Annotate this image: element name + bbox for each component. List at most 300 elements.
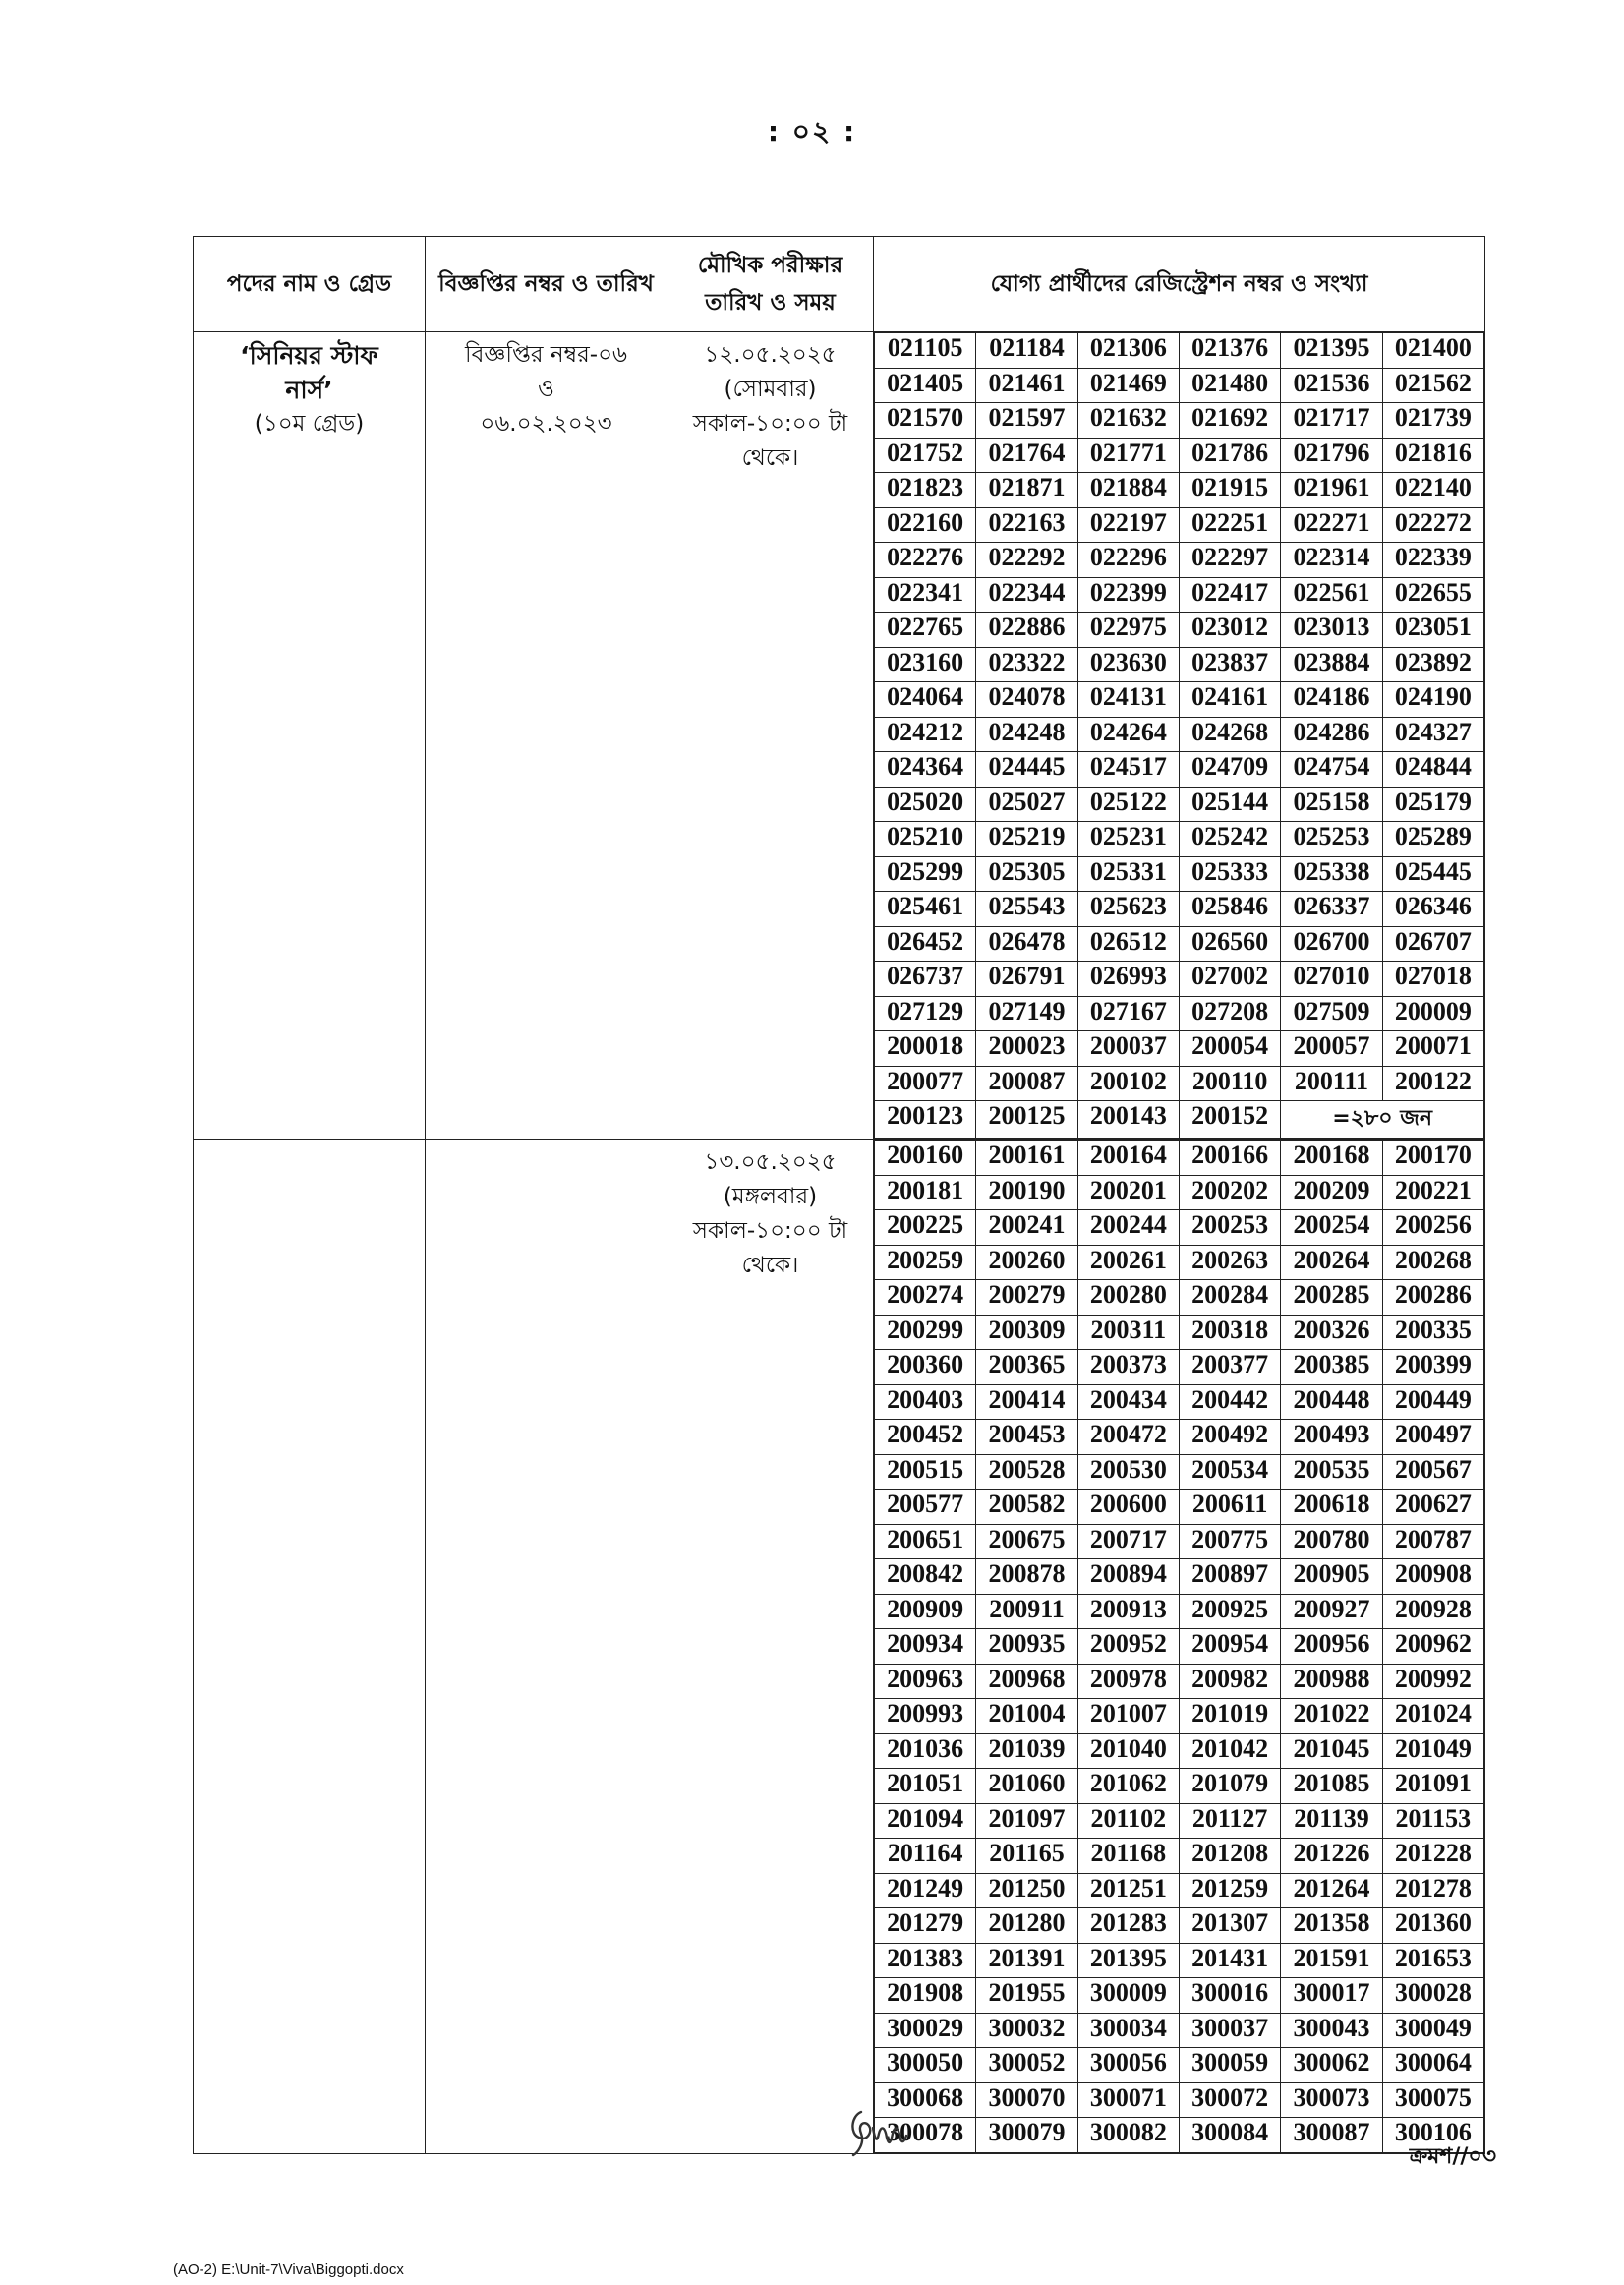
header-notice: বিজ্ঞপ্তির নম্বর ও তারিখ [426, 237, 667, 332]
registration-number: 201358 [1281, 1908, 1382, 1944]
table-row [875, 1664, 1484, 1699]
table-row [875, 1873, 1484, 1908]
registration-number: 300017 [1281, 1978, 1382, 2014]
registration-number: 023160 [875, 647, 976, 682]
registration-number: 200842 [875, 1559, 976, 1595]
registration-number: 201280 [976, 1908, 1077, 1944]
registration-number: 201226 [1281, 1839, 1382, 1874]
registration-number: 024364 [875, 752, 976, 788]
table-row [875, 1175, 1484, 1210]
file-path-footer: (AO-2) E:\Unit-7\Viva\Biggopti.docx [173, 2261, 404, 2278]
registration-number: 022765 [875, 613, 976, 648]
registration-number: 201168 [1077, 1839, 1179, 1874]
registration-number: 021816 [1382, 438, 1483, 473]
registration-number: 200399 [1382, 1350, 1483, 1385]
registration-number: 023012 [1179, 613, 1280, 648]
registration-number: 022417 [1179, 577, 1280, 613]
table-header-row [194, 237, 1485, 332]
registration-number: 026700 [1281, 926, 1382, 962]
registration-number: 024078 [976, 682, 1077, 718]
registration-number: 022272 [1382, 507, 1483, 543]
registration-number: 021771 [1077, 438, 1179, 473]
registration-number: 200515 [875, 1454, 976, 1490]
registration-number: 200209 [1281, 1175, 1382, 1210]
table-row [875, 822, 1484, 857]
registration-number: 201024 [1382, 1699, 1483, 1734]
registration-number: 026737 [875, 962, 976, 997]
registration-number: 200123 [875, 1101, 976, 1139]
header-post: পদের নাম ও গ্রেড [194, 237, 426, 332]
registration-number: 200057 [1281, 1031, 1382, 1067]
table-row [875, 1101, 1484, 1139]
registration-number: 021461 [976, 368, 1077, 403]
registration-number: 201039 [976, 1733, 1077, 1769]
registration-number: 200530 [1077, 1454, 1179, 1490]
registration-number: 200497 [1382, 1420, 1483, 1455]
registration-number: 200434 [1077, 1384, 1179, 1420]
registration-number: 200164 [1077, 1141, 1179, 1176]
registration-number: 200453 [976, 1420, 1077, 1455]
registration-number: 021376 [1179, 333, 1280, 369]
viva-date: ১৩.০৫.২০২৫ [704, 1149, 837, 1175]
viva-cell-2 [667, 1140, 874, 2154]
registration-number: 200244 [1077, 1210, 1179, 1246]
registration-number: 200077 [875, 1066, 976, 1101]
registration-number: 200993 [875, 1699, 976, 1734]
page-number: : ০২ : [767, 115, 857, 147]
registration-number: 200326 [1281, 1315, 1382, 1350]
registration-number: 200087 [976, 1066, 1077, 1101]
registration-number: 023322 [976, 647, 1077, 682]
registration-number: 021562 [1382, 368, 1483, 403]
registration-number: 200143 [1077, 1101, 1179, 1139]
table-row [875, 1066, 1484, 1101]
registration-number: 200286 [1382, 1280, 1483, 1316]
registration-number: 025333 [1179, 856, 1280, 892]
registration-number: 200009 [1382, 996, 1483, 1031]
registration-number: 026478 [976, 926, 1077, 962]
registration-number: 200181 [875, 1175, 976, 1210]
registration-number: 021752 [875, 438, 976, 473]
viva-day: (মঙ্গলবার) [723, 1184, 818, 1209]
registration-number: 201165 [976, 1839, 1077, 1874]
registration-number: 021597 [976, 403, 1077, 439]
registration-number: 201079 [1179, 1769, 1280, 1804]
registration-number: 200037 [1077, 1031, 1179, 1067]
registration-number: 026707 [1382, 926, 1483, 962]
registration-number: 022271 [1281, 507, 1382, 543]
registration-number: 021884 [1077, 473, 1179, 508]
registration-number: 200894 [1077, 1559, 1179, 1595]
registration-number: 026560 [1179, 926, 1280, 962]
registration-number: 300072 [1179, 2082, 1280, 2118]
registration-number: 200567 [1382, 1454, 1483, 1490]
registration-number: 200908 [1382, 1559, 1483, 1595]
registration-number: 201085 [1281, 1769, 1382, 1804]
registration-number: 300052 [976, 2048, 1077, 2083]
registration-number: 201208 [1179, 1839, 1280, 1874]
registration-number: 026993 [1077, 962, 1179, 997]
registration-number: 200202 [1179, 1175, 1280, 1210]
registration-number: 201051 [875, 1769, 976, 1804]
registration-number: 022160 [875, 507, 976, 543]
registration-number: 200627 [1382, 1490, 1483, 1525]
registration-number: 022561 [1281, 577, 1382, 613]
registration-grid [874, 332, 1484, 1139]
registration-number: 200651 [875, 1524, 976, 1559]
registration-number: 200373 [1077, 1350, 1179, 1385]
registration-number: 021739 [1382, 403, 1483, 439]
registration-number: 201094 [875, 1803, 976, 1839]
registration-number: 200018 [875, 1031, 976, 1067]
registration-number: 026346 [1382, 892, 1483, 927]
registration-number: 201591 [1281, 1943, 1382, 1978]
registration-number: 201259 [1179, 1873, 1280, 1908]
registration-number: 200377 [1179, 1350, 1280, 1385]
registration-number: 200403 [875, 1384, 976, 1420]
registration-number: 025020 [875, 787, 976, 822]
registration-number: 200492 [1179, 1420, 1280, 1455]
registration-number: 200449 [1382, 1384, 1483, 1420]
registration-number: 200528 [976, 1454, 1077, 1490]
registration-number: 300064 [1382, 2048, 1483, 2083]
registration-number: 022341 [875, 577, 976, 613]
registration-number: 200952 [1077, 1629, 1179, 1665]
registration-number: 200897 [1179, 1559, 1280, 1595]
registration-number: 300037 [1179, 2013, 1280, 2048]
registration-number: 021480 [1179, 368, 1280, 403]
viva-date: ১২.০৫.২০২৫ [704, 342, 837, 368]
registration-number: 022296 [1077, 543, 1179, 578]
registration-number: 201279 [875, 1908, 976, 1944]
table-row [875, 2118, 1484, 2153]
notice-number: বিজ্ঞপ্তির নম্বর-০৬ [465, 342, 627, 368]
registration-number: 027018 [1382, 962, 1483, 997]
registration-number: 025289 [1382, 822, 1483, 857]
registration-number: 021105 [875, 333, 976, 369]
continued-label: ক্রমশ//০৩ [1409, 2144, 1496, 2169]
registration-number: 021400 [1382, 333, 1483, 369]
registration-number: 024327 [1382, 717, 1483, 752]
registration-number: 021915 [1179, 473, 1280, 508]
registration-number: 021536 [1281, 368, 1382, 403]
table-row [875, 1943, 1484, 1978]
registration-number: 201307 [1179, 1908, 1280, 1944]
registration-number: 200618 [1281, 1490, 1382, 1525]
registration-number: 200934 [875, 1629, 976, 1665]
registration-number: 200935 [976, 1629, 1077, 1665]
registration-number: 025122 [1077, 787, 1179, 822]
registration-number: 027002 [1179, 962, 1280, 997]
registration-number: 200963 [875, 1664, 976, 1699]
registration-number: 200911 [976, 1594, 1077, 1629]
registration-number: 026452 [875, 926, 976, 962]
registration-number: 026337 [1281, 892, 1382, 927]
registration-number: 300043 [1281, 2013, 1382, 2048]
registration-number: 025445 [1382, 856, 1483, 892]
registration-number: 200166 [1179, 1141, 1280, 1176]
table-row [875, 1245, 1484, 1280]
registration-number: 200992 [1382, 1664, 1483, 1699]
registration-number: 200160 [875, 1141, 976, 1176]
registration-number: 021469 [1077, 368, 1179, 403]
table-row [875, 1141, 1484, 1176]
registration-number: 022251 [1179, 507, 1280, 543]
registration-number: 200225 [875, 1210, 976, 1246]
table-row [875, 1384, 1484, 1420]
table-row [875, 1978, 1484, 2014]
registration-number: 200254 [1281, 1210, 1382, 1246]
registration-number: 200927 [1281, 1594, 1382, 1629]
registration-number: 300032 [976, 2013, 1077, 2048]
table-row [875, 1420, 1484, 1455]
header-candidates: যোগ্য প্রার্থীদের রেজিস্ট্রেশন নম্বর ও সংখ্যা [874, 237, 1485, 332]
registration-number: 022297 [1179, 543, 1280, 578]
registration-number: 201228 [1382, 1839, 1483, 1874]
registration-number: 025299 [875, 856, 976, 892]
viva-cell-1 [667, 332, 874, 1140]
registration-number: 025179 [1382, 787, 1483, 822]
registration-number: 022140 [1382, 473, 1483, 508]
table-row [875, 1524, 1484, 1559]
registration-number: 021717 [1281, 403, 1382, 439]
registration-number: 200259 [875, 1245, 976, 1280]
registration-number: 022655 [1382, 577, 1483, 613]
registration-number: 021306 [1077, 333, 1179, 369]
registration-number: 025253 [1281, 822, 1382, 857]
registration-number: 025242 [1179, 822, 1280, 857]
registration-cell-1 [874, 332, 1485, 1140]
registration-number: 024064 [875, 682, 976, 718]
notice-date: ০৬.০২.২০২৩ [480, 411, 612, 437]
registration-number: 200493 [1281, 1420, 1382, 1455]
registration-number: 024161 [1179, 682, 1280, 718]
registration-number: 025461 [875, 892, 976, 927]
registration-number: 200152 [1179, 1101, 1280, 1139]
registration-number: 025219 [976, 822, 1077, 857]
registration-number: 200263 [1179, 1245, 1280, 1280]
registration-number: 023051 [1382, 613, 1483, 648]
registration-number: 200982 [1179, 1664, 1280, 1699]
table-row [875, 787, 1484, 822]
registration-number: 021405 [875, 368, 976, 403]
registration-number: 021395 [1281, 333, 1382, 369]
notice-cell [426, 332, 667, 1140]
registration-number: 025027 [976, 787, 1077, 822]
registration-number: 201004 [976, 1699, 1077, 1734]
table-row [875, 1699, 1484, 1734]
registration-number: 023630 [1077, 647, 1179, 682]
registration-number: 300016 [1179, 1978, 1280, 2014]
registration-number: 201022 [1281, 1699, 1382, 1734]
registration-number: 025144 [1179, 787, 1280, 822]
registration-number: 201251 [1077, 1873, 1179, 1908]
post-grade: (১০ম গ্রেড) [254, 411, 365, 437]
registration-number: 022197 [1077, 507, 1179, 543]
viva-day: (সোমবার) [724, 377, 817, 402]
registration-number: 024445 [976, 752, 1077, 788]
registration-number: 022886 [976, 613, 1077, 648]
registration-number: 201102 [1077, 1803, 1179, 1839]
registration-number: 201062 [1077, 1769, 1179, 1804]
registration-number: 200675 [976, 1524, 1077, 1559]
registration-number: 201391 [976, 1943, 1077, 1978]
registration-number: 024754 [1281, 752, 1382, 788]
table-row [875, 1210, 1484, 1246]
table-row [875, 543, 1484, 578]
registration-number: 300078 [875, 2118, 976, 2153]
registration-number: 200054 [1179, 1031, 1280, 1067]
registration-number: 201250 [976, 1873, 1077, 1908]
registration-number: 024709 [1179, 752, 1280, 788]
registration-number: 300034 [1077, 2013, 1179, 2048]
table-row [875, 996, 1484, 1031]
registration-number: 201360 [1382, 1908, 1483, 1944]
registration-number: 021786 [1179, 438, 1280, 473]
candidate-total: =২৮০ জন [1281, 1101, 1484, 1139]
registration-number: 200260 [976, 1245, 1077, 1280]
registration-number: 200268 [1382, 1245, 1483, 1280]
registration-number: 024264 [1077, 717, 1179, 752]
registration-number: 022276 [875, 543, 976, 578]
registration-number: 200335 [1382, 1315, 1483, 1350]
registration-number: 021632 [1077, 403, 1179, 439]
registration-number: 201007 [1077, 1699, 1179, 1734]
viva-from: থেকে। [741, 445, 799, 471]
post-name-line1: ‘সিনিয়র স্টাফ [240, 341, 378, 370]
table-row [875, 2013, 1484, 2048]
registration-number: 200122 [1382, 1066, 1483, 1101]
registration-number: 200780 [1281, 1524, 1382, 1559]
table-row [875, 856, 1484, 892]
registration-number: 200535 [1281, 1454, 1382, 1490]
viva-time: সকাল-১০:০০ টা [692, 411, 848, 437]
registration-number: 200284 [1179, 1280, 1280, 1316]
table-row [875, 1350, 1484, 1385]
registration-number: 201955 [976, 1978, 1077, 2014]
registration-number: 025846 [1179, 892, 1280, 927]
registration-number: 022314 [1281, 543, 1382, 578]
registration-number: 024248 [976, 717, 1077, 752]
registration-number: 300062 [1281, 2048, 1382, 2083]
table-row [875, 1733, 1484, 1769]
table-row [875, 1803, 1484, 1839]
registration-number: 200878 [976, 1559, 1077, 1595]
registration-number: 200452 [875, 1420, 976, 1455]
registration-number: 201153 [1382, 1803, 1483, 1839]
registration-number: 024190 [1382, 682, 1483, 718]
registration-number: 200988 [1281, 1664, 1382, 1699]
registration-number: 300050 [875, 2048, 976, 2083]
registration-number: 200600 [1077, 1490, 1179, 1525]
registration-number: 201908 [875, 1978, 976, 2014]
registration-number: 022975 [1077, 613, 1179, 648]
registration-number: 201249 [875, 1873, 976, 1908]
registration-number: 022163 [976, 507, 1077, 543]
registration-number: 200928 [1382, 1594, 1483, 1629]
table-row [875, 1559, 1484, 1595]
registration-number: 201283 [1077, 1908, 1179, 1944]
registration-number: 200962 [1382, 1629, 1483, 1665]
registration-number: 027167 [1077, 996, 1179, 1031]
header-viva: মৌখিক পরীক্ষার তারিখ ও সময় [667, 237, 874, 332]
registration-number: 201091 [1382, 1769, 1483, 1804]
registration-number: 200909 [875, 1594, 976, 1629]
registration-number: 200221 [1382, 1175, 1483, 1210]
registration-number: 300028 [1382, 1978, 1483, 2014]
registration-number: 024517 [1077, 752, 1179, 788]
registration-number: 021570 [875, 403, 976, 439]
registration-number: 201383 [875, 1943, 976, 1978]
registration-number: 200472 [1077, 1420, 1179, 1455]
table-row [875, 403, 1484, 439]
registration-number: 200201 [1077, 1175, 1179, 1210]
registration-number: 200261 [1077, 1245, 1179, 1280]
table-row [875, 717, 1484, 752]
registration-number: 201264 [1281, 1873, 1382, 1908]
table-row [875, 892, 1484, 927]
registration-number: 200956 [1281, 1629, 1382, 1665]
registration-number: 201019 [1179, 1699, 1280, 1734]
registration-number: 021184 [976, 333, 1077, 369]
registration-number: 200071 [1382, 1031, 1483, 1067]
registration-number: 300070 [976, 2082, 1077, 2118]
registration-number: 025158 [1281, 787, 1382, 822]
registration-number: 024212 [875, 717, 976, 752]
registration-number: 025331 [1077, 856, 1179, 892]
registration-number: 200264 [1281, 1245, 1382, 1280]
registration-number: 200168 [1281, 1141, 1382, 1176]
registration-number: 021961 [1281, 473, 1382, 508]
registration-number: 300106 [1382, 2118, 1483, 2153]
registration-number: 201097 [976, 1803, 1077, 1839]
registration-number: 027129 [875, 996, 976, 1031]
registration-number: 200256 [1382, 1210, 1483, 1246]
registration-number: 201395 [1077, 1943, 1179, 1978]
registration-number: 200775 [1179, 1524, 1280, 1559]
registration-number: 022344 [976, 577, 1077, 613]
registration-number: 201653 [1382, 1943, 1483, 1978]
registration-number: 024186 [1281, 682, 1382, 718]
table-row [875, 2082, 1484, 2118]
registration-number: 201045 [1281, 1733, 1382, 1769]
registration-number: 027149 [976, 996, 1077, 1031]
registration-number: 200360 [875, 1350, 976, 1385]
registration-number: 023013 [1281, 613, 1382, 648]
registration-number: 201127 [1179, 1803, 1280, 1839]
registration-number: 025543 [976, 892, 1077, 927]
registration-number: 022399 [1077, 577, 1179, 613]
registration-number: 200280 [1077, 1280, 1179, 1316]
registration-number: 300087 [1281, 2118, 1382, 2153]
candidates-table [193, 236, 1485, 2154]
registration-number: 023892 [1382, 647, 1483, 682]
table-row [875, 1839, 1484, 1874]
registration-number: 300084 [1179, 2118, 1280, 2153]
viva-time: সকাল-১০:০০ টা [692, 1218, 848, 1244]
registration-number: 200385 [1281, 1350, 1382, 1385]
registration-number: 200968 [976, 1664, 1077, 1699]
registration-number: 201431 [1179, 1943, 1280, 1978]
table-row [875, 473, 1484, 508]
table-row [875, 507, 1484, 543]
table-row [875, 333, 1484, 369]
table-row [875, 647, 1484, 682]
registration-number: 200023 [976, 1031, 1077, 1067]
registration-number: 200442 [1179, 1384, 1280, 1420]
registration-number: 200582 [976, 1490, 1077, 1525]
table-row [875, 1629, 1484, 1665]
